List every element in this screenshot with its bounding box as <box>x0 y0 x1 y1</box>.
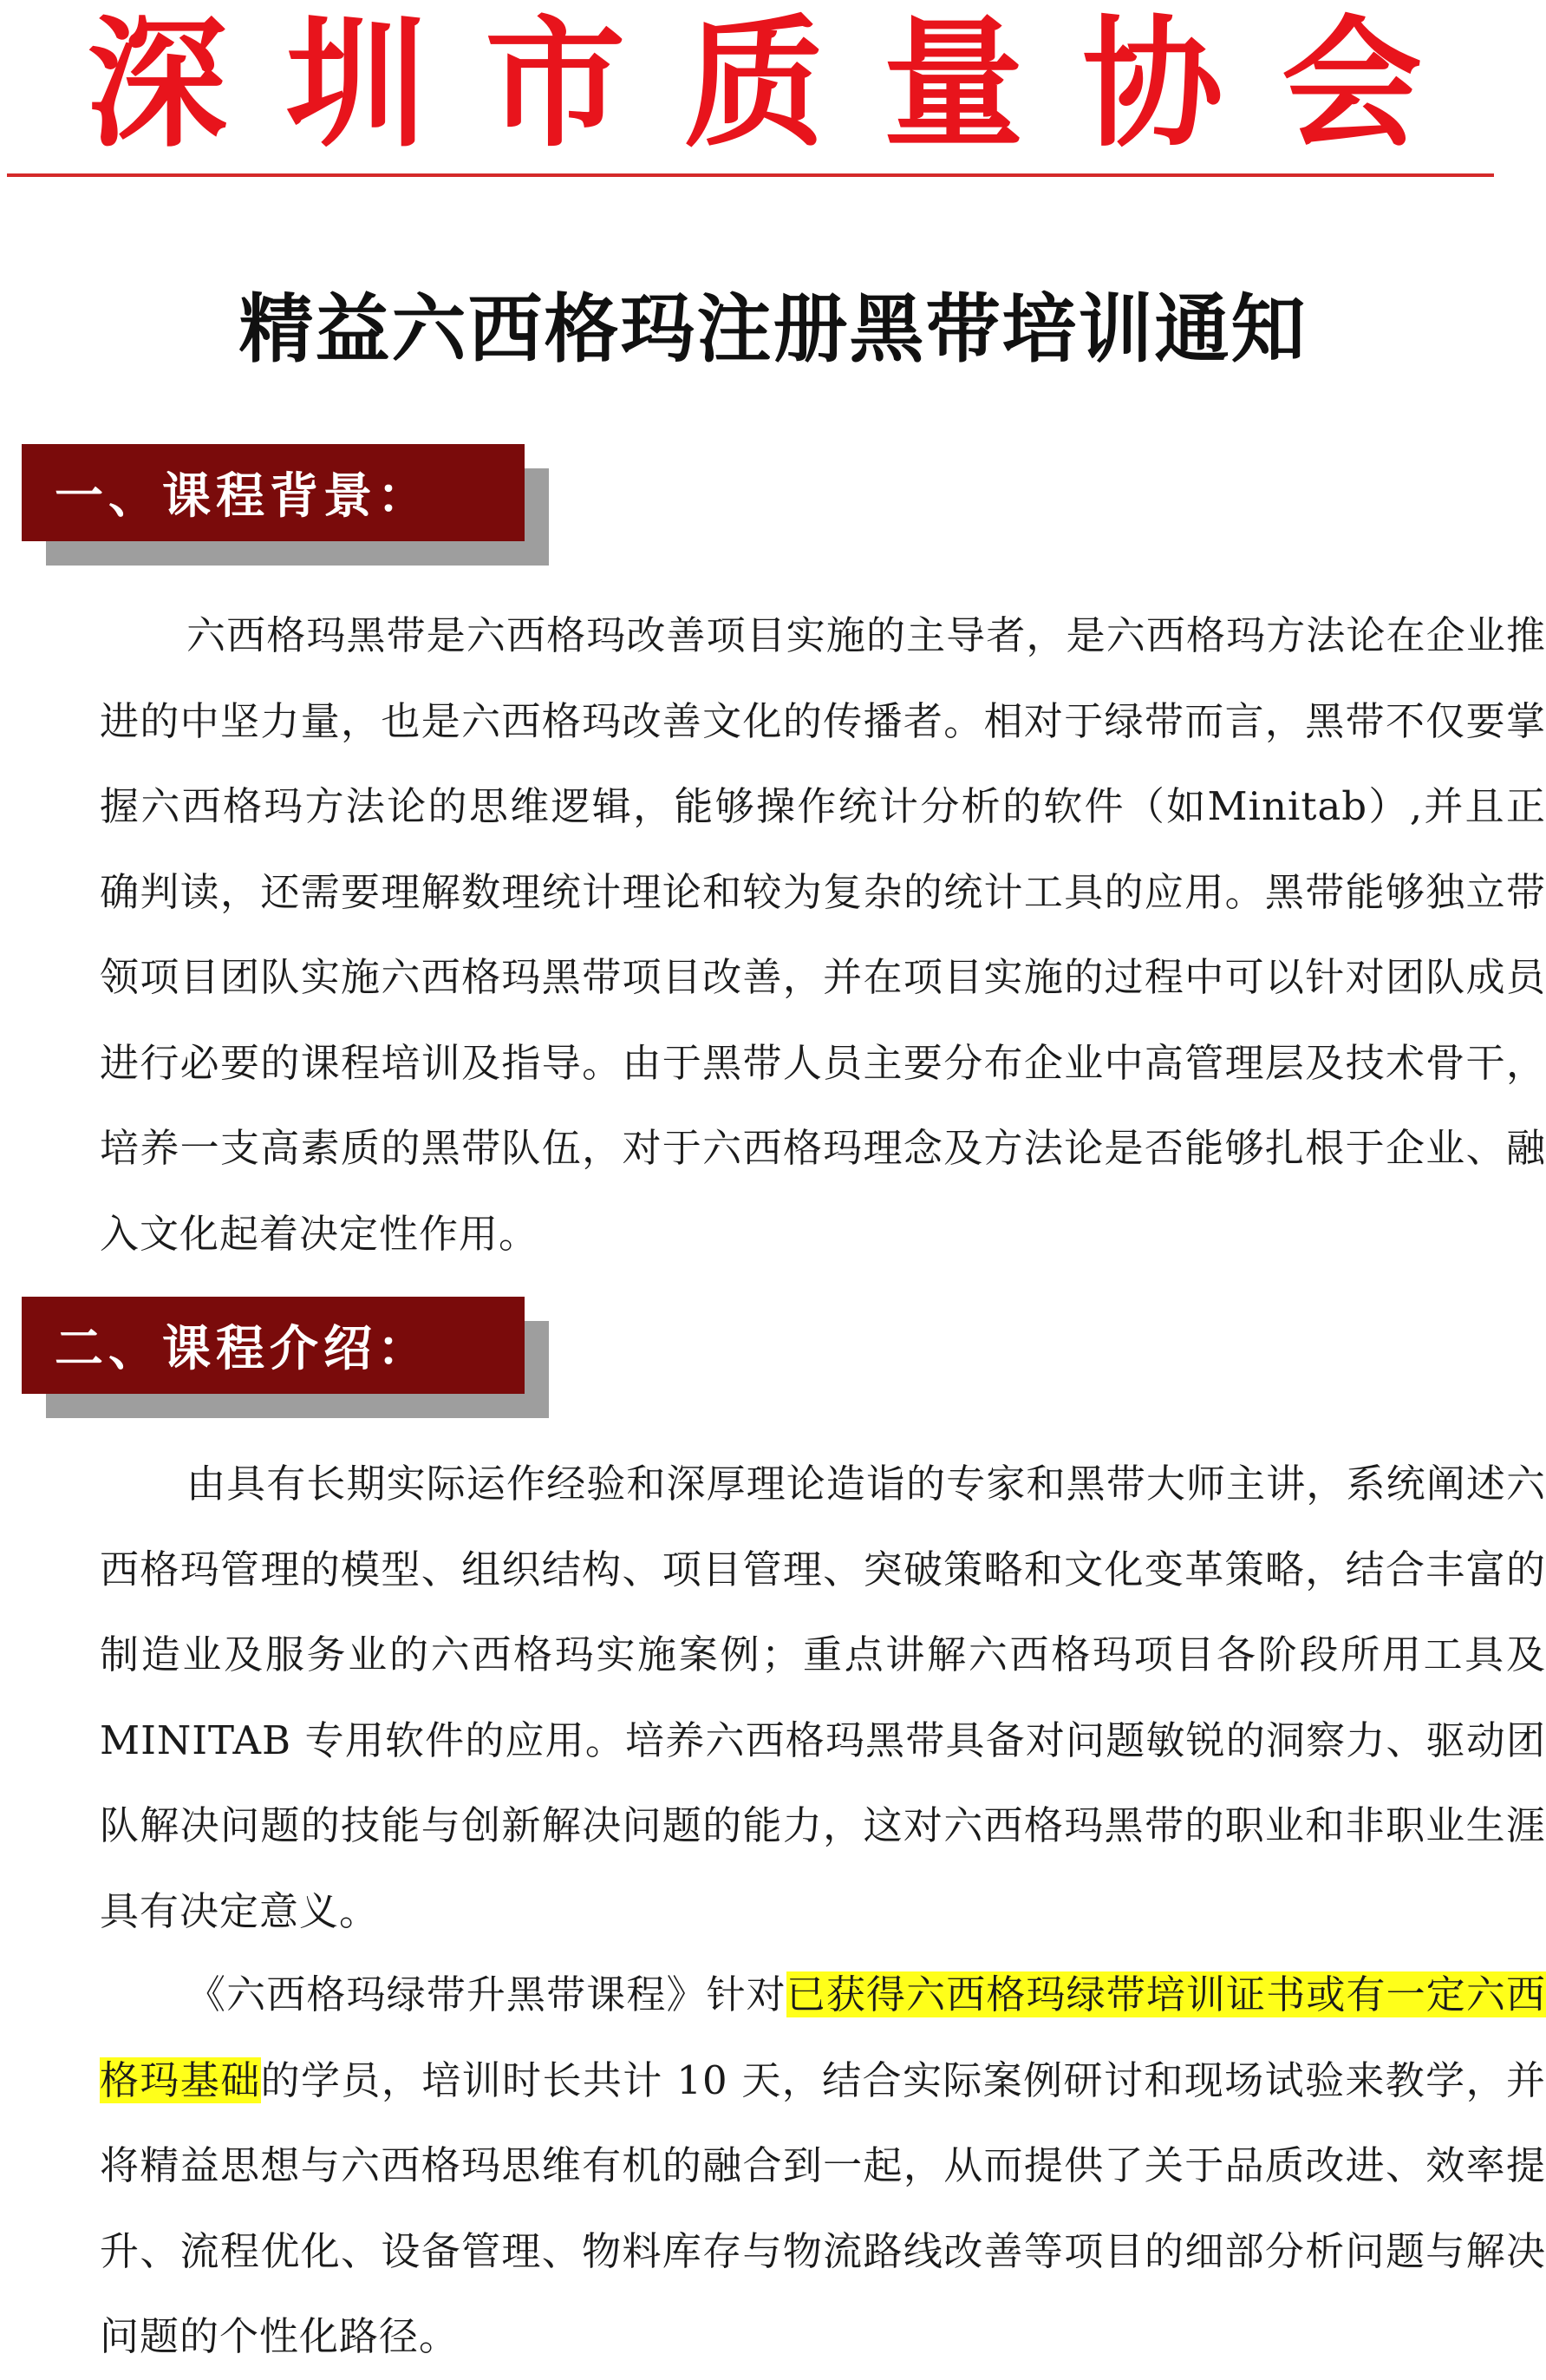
course-target-lead: 《六西格玛绿带升黑带课程》针对 <box>186 1971 786 2017</box>
section-heading-background <box>22 444 529 566</box>
organization-name <box>87 2 1422 167</box>
course-target-rest: 的学员，培训时长共计 10 天，结合实际案例研讨和现场试验来教学，并将精益思想与六西格玛思维有机的融合到一起，从而提供了关于品质改进、效率提升、流程优化、设备管理、物料库存与物流路线改善等项目的细部分析问题与解决问题的个性化路径。 <box>100 2056 1546 2359</box>
org-char: 圳 <box>285 2 427 167</box>
background-paragraph: 六西格玛黑带是六西格玛改善项目实施的主导者，是六西格玛方法论在企业推进的中坚力量，也是六西格玛改善文化的传播者。相对于绿带而言，黑带不仅要掌握六西格玛方法论的思维逻辑，能够操作统计分析的软件（如Minitab）,并且正确判读，还需要理解数理统计理论和较为复杂的统计工具的应用。黑带能够独立带领项目团队实施六西格玛黑带项目改善，并在项目实施的过程中可以针对团队成员进行必要的课程培训及指导。由于黑带人员主要分布企业中高管理层及技术骨干，培养一支高素质的黑带队伍，对于六西格玛理念及方法论是否能够扎根于企业、融入文化起着决定性作用。 <box>100 612 1546 1257</box>
masthead <box>0 0 1546 178</box>
org-char: 协 <box>1082 2 1223 167</box>
section-heading-label: 二、课程介绍： <box>55 1321 431 1377</box>
course-target-paragraph <box>100 1952 1546 2380</box>
document-title: 精益六西格玛注册黑带培训通知 <box>238 286 1308 373</box>
org-char: 会 <box>1281 2 1422 167</box>
org-char: 市 <box>485 2 626 167</box>
org-char: 量 <box>883 2 1024 167</box>
org-char: 深 <box>87 2 227 167</box>
section-heading-box <box>22 1297 525 1394</box>
introduction-paragraph: 由具有长期实际运作经验和深厚理论造诣的专家和黑带大师主讲，系统阐述六西格玛管理的模型、组织结构、项目管理、突破策略和文化变革策略，结合丰富的制造业及服务业的六西格玛实施案例；重点讲解六西格玛项目各阶段所用工具及 MINITAB 专用软件的应用。培养六西格玛黑带具备对问题敏锐的洞察力、驱动团队解决问题的技能与创新解决问题的能力，这对六西格玛黑带的职业和非职业生涯具有决定意义。 <box>100 1461 1546 1934</box>
section-heading-introduction <box>22 1297 529 1418</box>
section-heading-box <box>22 444 525 541</box>
org-char: 质 <box>683 2 825 167</box>
highlighted-prerequisite: 已获得六西格玛绿带培训证书或有一定六西格玛基础 <box>100 1971 1546 2103</box>
section-heading-label: 一、课程背景： <box>55 468 431 525</box>
header-divider <box>7 173 1494 177</box>
